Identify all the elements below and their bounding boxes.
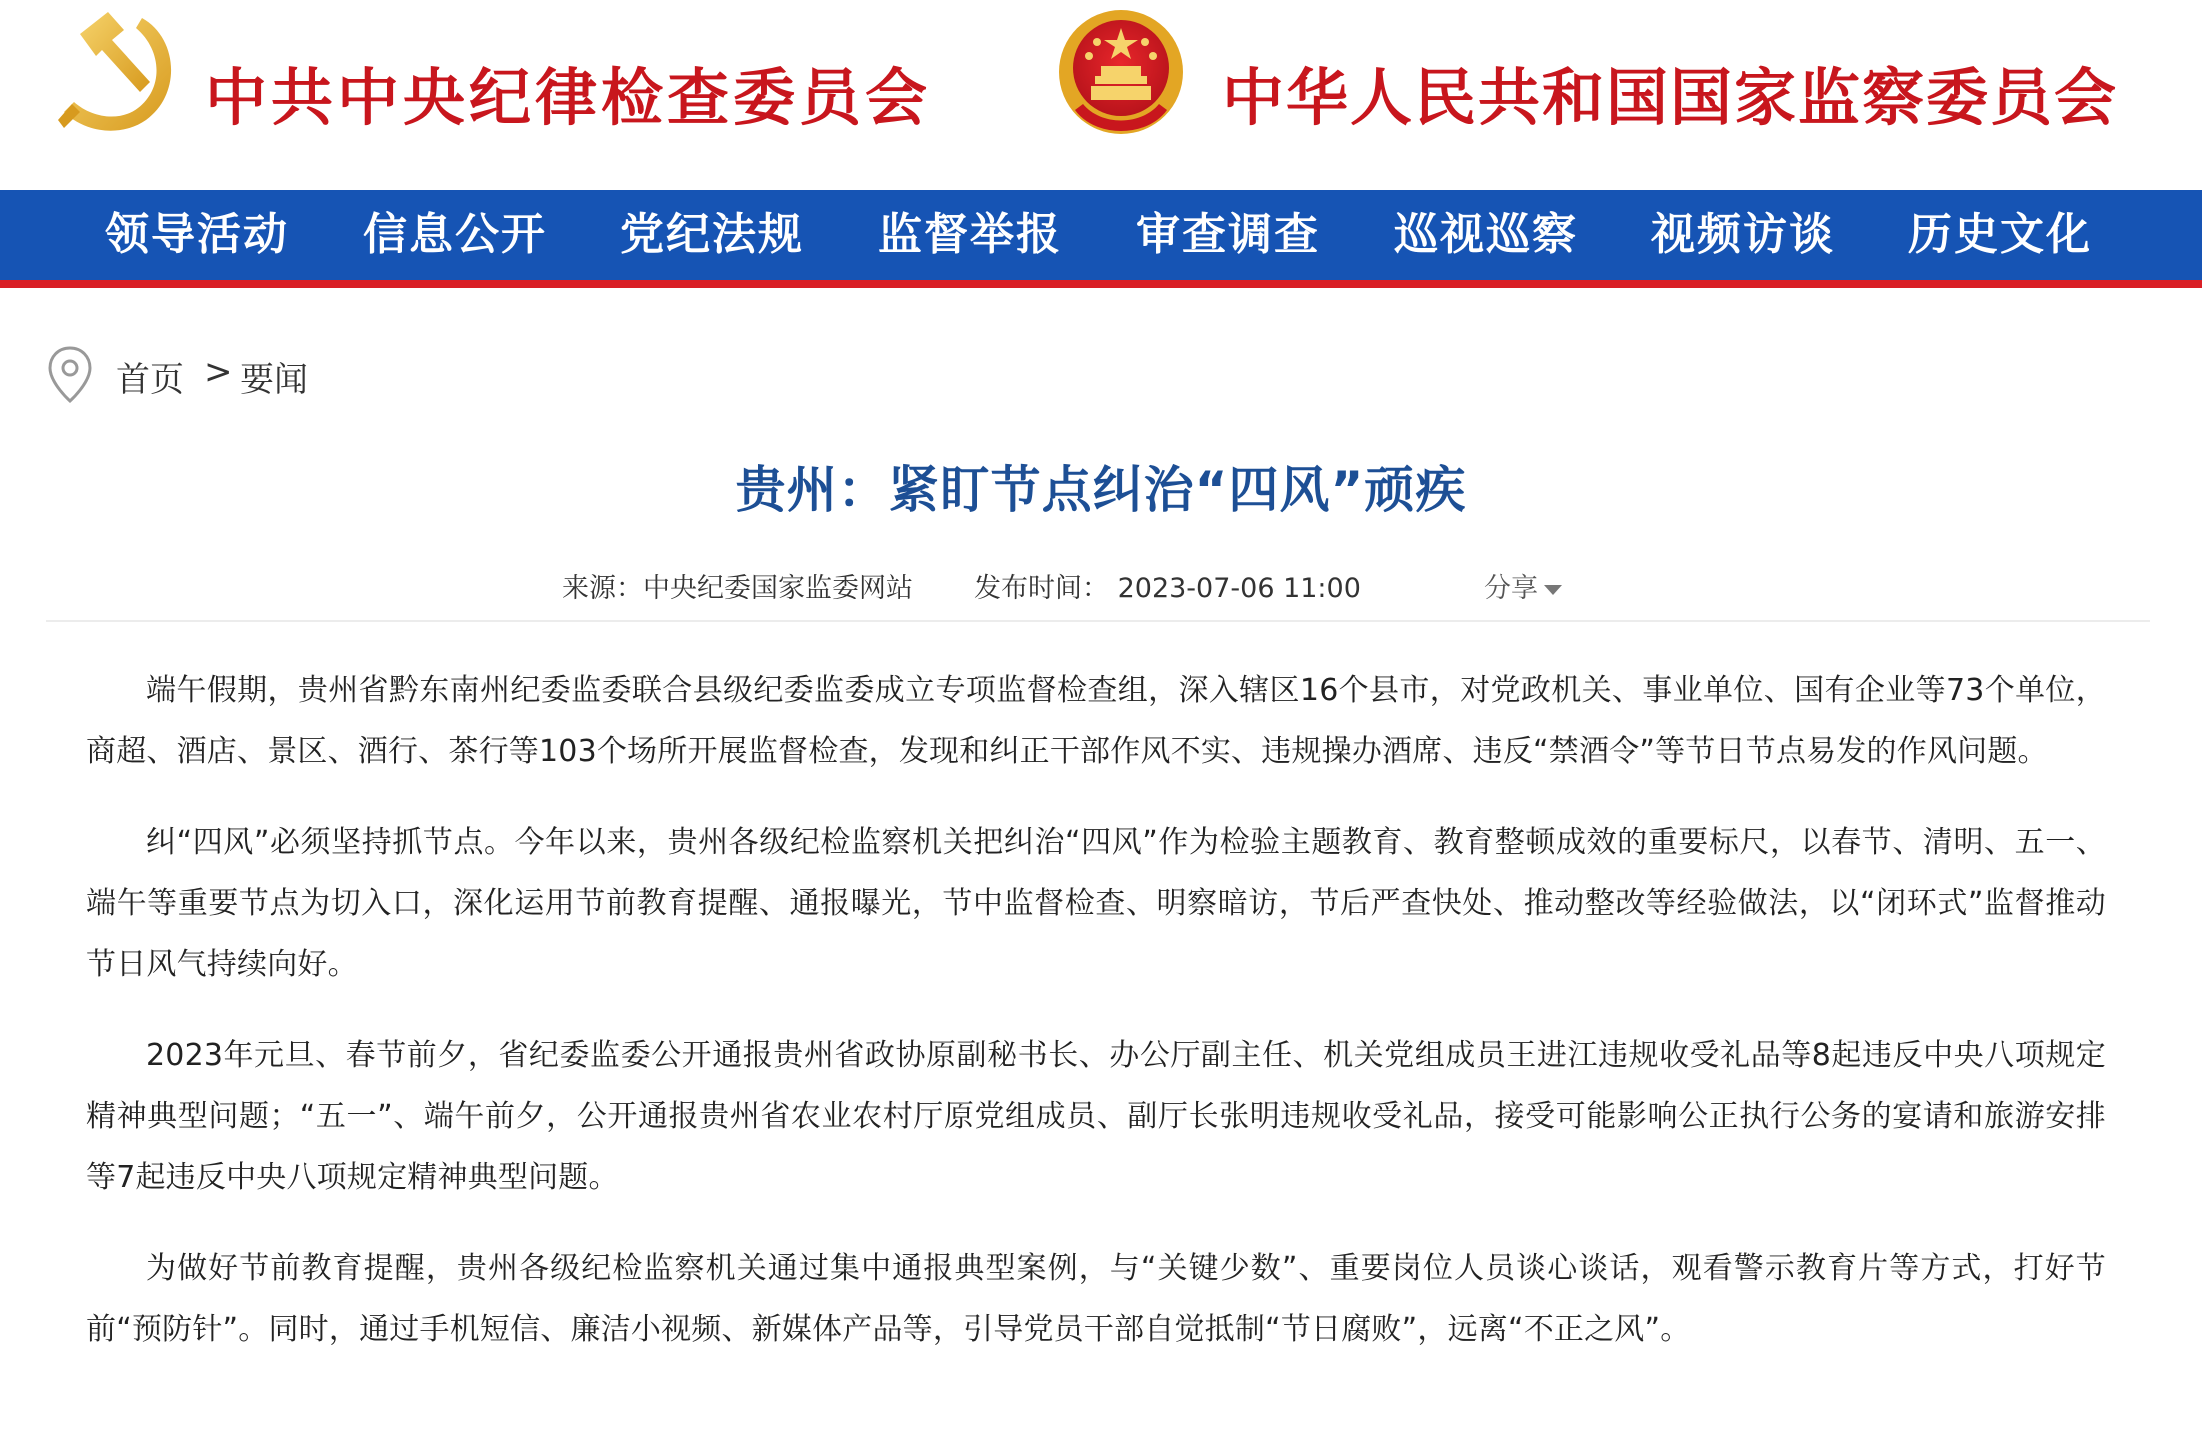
cpc-commission-title[interactable]: 中共中央纪律检查委员会 (205, 61, 932, 134)
breadcrumb-separator: > (204, 352, 233, 392)
nav-item-regulations[interactable]: 党纪法规 (620, 209, 804, 260)
nav-item-history[interactable]: 历史文化 (1908, 209, 2092, 260)
article-publish-time: 发布时间： 2023-07-06 11:00 (974, 573, 1361, 604)
location-pin-icon (46, 345, 94, 405)
breadcrumb-home-link[interactable]: 首页 (116, 360, 184, 400)
article-source: 来源：中央纪委国家监委网站 (562, 573, 913, 604)
nav-underline (0, 280, 2202, 288)
caret-down-icon (1544, 585, 1562, 595)
article-paragraph: 为做好节前教育提醒，贵州各级纪检监察机关通过集中通报典型案例，与“关键少数”、重要岗位人员谈心谈话，观看警示教育片等方式，打好节前“预防针”。同时，通过手机短信、廉洁小视频、新媒体产品等，引导党员干部自觉抵制“节日腐败”，远离“不正之风”。 (86, 1251, 2106, 1347)
nav-item-video[interactable]: 视频访谈 (1651, 209, 1835, 260)
nav-item-leadership[interactable]: 领导活动 (105, 209, 289, 260)
nav-item-inspection[interactable]: 巡视巡察 (1394, 209, 1578, 260)
article-paragraph: 2023年元旦、春节前夕，省纪委监委公开通报贵州省政协原副秘书长、办公厅副主任、机关党组成员王进江违规收受礼品等8起违反中央八项规定精神典型问题；“五一”、端午前夕，公开通报贵州省农业农村厅原党组成员、副厅长张明违规收受礼品，接受可能影响公正执行公务的宴请和旅游安排等7起违反中央八项规定精神典型问题。 (86, 1038, 2106, 1195)
article-body (86, 660, 2106, 1390)
meta-divider (46, 620, 2150, 622)
article-title: 贵州：紧盯节点纠治“四风”顽疾 (735, 461, 1467, 519)
nav-item-investigation[interactable]: 审查调查 (1136, 209, 1320, 260)
article-paragraph: 端午假期，贵州省黔东南州纪委监委联合县级纪委监委成立专项监督检查组，深入辖区16个县市，对党政机关、事业单位、国有企业等73个单位，商超、酒店、景区、酒行、茶行等103个场所开展监督检查，发现和纠正干部作风不实、违规操办酒席、违反“禁酒令”等节日节点易发的作风问题。 (86, 673, 2106, 769)
main-nav (0, 190, 2202, 280)
party-emblem-icon[interactable] (50, 8, 180, 138)
supervision-commission-title[interactable]: 中华人民共和国国家监察委员会 (1222, 61, 2119, 134)
breadcrumb-current[interactable]: 要闻 (240, 360, 308, 400)
share-dropdown[interactable] (1484, 566, 1562, 605)
share-label: 分享 (1484, 573, 1538, 604)
nav-item-disclosure[interactable]: 信息公开 (363, 209, 547, 260)
site-header (0, 0, 2202, 190)
article-paragraph: 纠“四风”必须坚持抓节点。今年以来，贵州各级纪检监察机关把纠治“四风”作为检验主题教育、教育整顿成效的重要标尺，以春节、清明、五一、端午等重要节点为切入口，深化运用节前教育提醒、通报曝光，节中监督检查、明察暗访，节后严查快处、推动整改等经验做法，以“闭环式”监督推动节日风气持续向好。 (86, 825, 2106, 982)
national-emblem-icon[interactable] (1055, 6, 1187, 142)
nav-item-report[interactable]: 监督举报 (878, 209, 1062, 260)
